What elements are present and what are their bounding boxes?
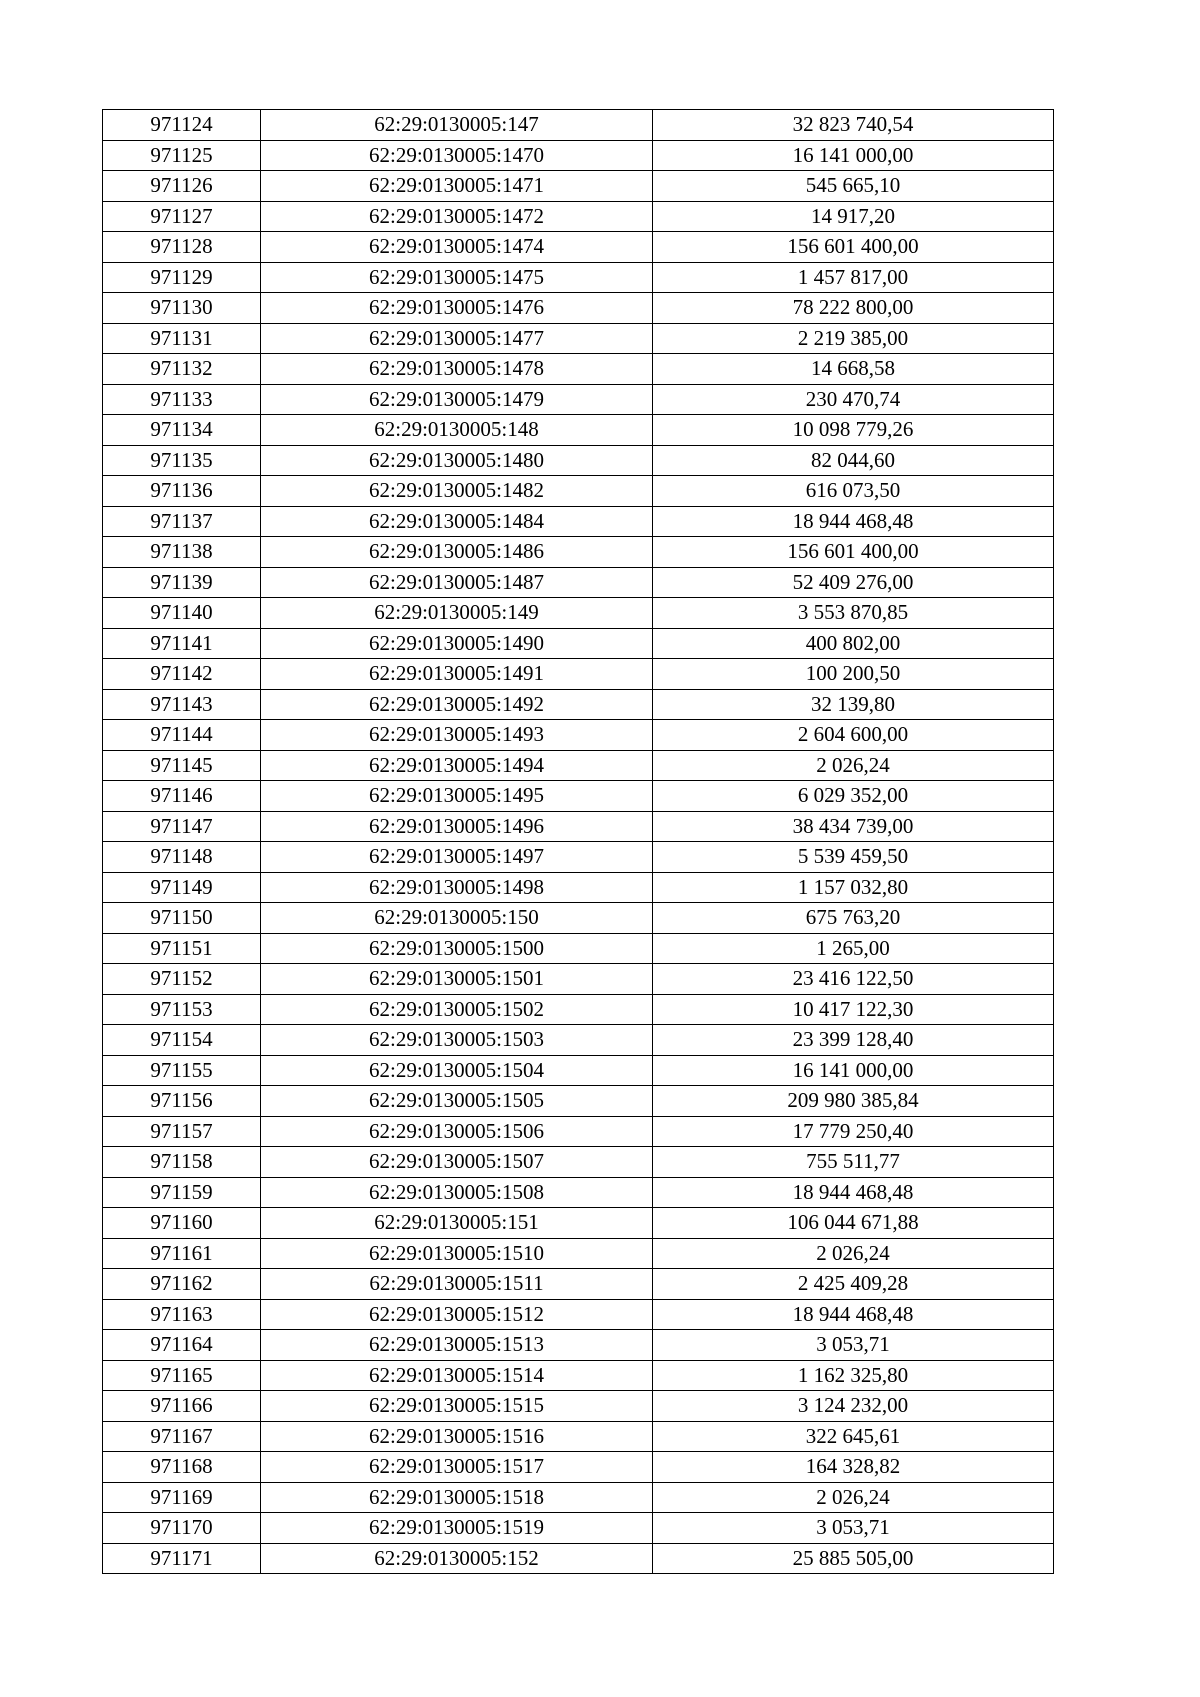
cadastral-value-cell: 52 409 276,00 (653, 567, 1054, 598)
table-row (103, 842, 1054, 873)
cadastral-number-cell: 62:29:0130005:1490 (261, 628, 653, 659)
cadastral-value-cell: 1 265,00 (653, 933, 1054, 964)
cadastral-number-cell: 62:29:0130005:147 (261, 110, 653, 141)
cadastral-value-cell: 2 026,24 (653, 1238, 1054, 1269)
cadastral-number-cell: 62:29:0130005:1470 (261, 140, 653, 171)
cadastral-number-cell: 62:29:0130005:1492 (261, 689, 653, 720)
table-row (103, 598, 1054, 629)
cadastral-value-cell: 78 222 800,00 (653, 293, 1054, 324)
cadastral-number-cell: 62:29:0130005:150 (261, 903, 653, 934)
table-row (103, 1147, 1054, 1178)
cadastral-value-cell: 322 645,61 (653, 1421, 1054, 1452)
cadastral-number-cell: 62:29:0130005:1507 (261, 1147, 653, 1178)
cadastral-number-cell: 62:29:0130005:1517 (261, 1452, 653, 1483)
table-row (103, 445, 1054, 476)
row-number-cell: 971158 (103, 1147, 261, 1178)
cadastral-value-cell: 2 604 600,00 (653, 720, 1054, 751)
row-number-cell: 971152 (103, 964, 261, 995)
cadastral-number-cell: 62:29:0130005:1498 (261, 872, 653, 903)
row-number-cell: 971133 (103, 384, 261, 415)
table-row (103, 1299, 1054, 1330)
cadastral-number-cell: 62:29:0130005:148 (261, 415, 653, 446)
table-row (103, 964, 1054, 995)
cadastral-number-cell: 62:29:0130005:1506 (261, 1116, 653, 1147)
table-row (103, 567, 1054, 598)
cadastral-number-cell: 62:29:0130005:1495 (261, 781, 653, 812)
cadastral-number-cell: 62:29:0130005:151 (261, 1208, 653, 1239)
cadastral-value-cell: 2 425 409,28 (653, 1269, 1054, 1300)
cadastral-number-cell: 62:29:0130005:1497 (261, 842, 653, 873)
cadastral-number-cell: 62:29:0130005:1476 (261, 293, 653, 324)
cadastral-value-cell: 164 328,82 (653, 1452, 1054, 1483)
row-number-cell: 971168 (103, 1452, 261, 1483)
row-number-cell: 971151 (103, 933, 261, 964)
cadastral-number-cell: 62:29:0130005:1487 (261, 567, 653, 598)
row-number-cell: 971163 (103, 1299, 261, 1330)
table-row (103, 1360, 1054, 1391)
table-row (103, 1086, 1054, 1117)
table-row (103, 262, 1054, 293)
cadastral-value-cell: 25 885 505,00 (653, 1543, 1054, 1574)
row-number-cell: 971159 (103, 1177, 261, 1208)
table-row (103, 1116, 1054, 1147)
table-row (103, 323, 1054, 354)
cadastral-number-cell: 62:29:0130005:1516 (261, 1421, 653, 1452)
cadastral-number-cell: 62:29:0130005:152 (261, 1543, 653, 1574)
cadastral-number-cell: 62:29:0130005:1484 (261, 506, 653, 537)
cadastral-number-cell: 62:29:0130005:1511 (261, 1269, 653, 1300)
cadastral-value-cell: 82 044,60 (653, 445, 1054, 476)
cadastral-number-cell: 62:29:0130005:1482 (261, 476, 653, 507)
cadastral-value-cell: 1 162 325,80 (653, 1360, 1054, 1391)
cadastral-value-cell: 230 470,74 (653, 384, 1054, 415)
row-number-cell: 971143 (103, 689, 261, 720)
cadastral-value-cell: 400 802,00 (653, 628, 1054, 659)
table-row (103, 384, 1054, 415)
row-number-cell: 971153 (103, 994, 261, 1025)
cadastral-value-cell: 156 601 400,00 (653, 232, 1054, 263)
cadastral-value-cell: 32 823 740,54 (653, 110, 1054, 141)
cadastral-value-cell: 18 944 468,48 (653, 506, 1054, 537)
row-number-cell: 971124 (103, 110, 261, 141)
table-row (103, 1025, 1054, 1056)
row-number-cell: 971137 (103, 506, 261, 537)
table-row (103, 689, 1054, 720)
cadastral-value-cell: 545 665,10 (653, 171, 1054, 202)
cadastral-number-cell: 62:29:0130005:1493 (261, 720, 653, 751)
cadastral-value-cell: 23 416 122,50 (653, 964, 1054, 995)
table-row (103, 1543, 1054, 1574)
cadastral-value-cell: 2 219 385,00 (653, 323, 1054, 354)
row-number-cell: 971170 (103, 1513, 261, 1544)
cadastral-value-cell: 675 763,20 (653, 903, 1054, 934)
table-row (103, 1391, 1054, 1422)
row-number-cell: 971171 (103, 1543, 261, 1574)
table-row (103, 171, 1054, 202)
table-row (103, 537, 1054, 568)
table-row (103, 659, 1054, 690)
cadastral-value-cell: 755 511,77 (653, 1147, 1054, 1178)
cadastral-value-cell: 3 124 232,00 (653, 1391, 1054, 1422)
row-number-cell: 971141 (103, 628, 261, 659)
table-row (103, 1238, 1054, 1269)
cadastral-number-cell: 62:29:0130005:1500 (261, 933, 653, 964)
table-row (103, 903, 1054, 934)
cadastral-value-cell: 3 553 870,85 (653, 598, 1054, 629)
row-number-cell: 971161 (103, 1238, 261, 1269)
table-row (103, 1513, 1054, 1544)
cadastral-value-cell: 1 157 032,80 (653, 872, 1054, 903)
row-number-cell: 971139 (103, 567, 261, 598)
row-number-cell: 971135 (103, 445, 261, 476)
cadastral-value-cell: 32 139,80 (653, 689, 1054, 720)
table-row (103, 293, 1054, 324)
row-number-cell: 971154 (103, 1025, 261, 1056)
cadastral-number-cell: 62:29:0130005:1478 (261, 354, 653, 385)
table-row (103, 872, 1054, 903)
table-row (103, 811, 1054, 842)
row-number-cell: 971146 (103, 781, 261, 812)
cadastral-value-cell: 156 601 400,00 (653, 537, 1054, 568)
table-row (103, 994, 1054, 1025)
table-row (103, 781, 1054, 812)
cadastral-number-cell: 62:29:0130005:1475 (261, 262, 653, 293)
cadastral-number-cell: 62:29:0130005:1491 (261, 659, 653, 690)
cadastral-number-cell: 62:29:0130005:1472 (261, 201, 653, 232)
row-number-cell: 971149 (103, 872, 261, 903)
row-number-cell: 971130 (103, 293, 261, 324)
table-row (103, 1269, 1054, 1300)
cadastral-value-cell: 100 200,50 (653, 659, 1054, 690)
cadastral-value-cell: 18 944 468,48 (653, 1299, 1054, 1330)
cadastral-value-cell: 17 779 250,40 (653, 1116, 1054, 1147)
cadastral-value-table (102, 109, 1054, 1574)
cadastral-value-cell: 10 417 122,30 (653, 994, 1054, 1025)
cadastral-value-cell: 18 944 468,48 (653, 1177, 1054, 1208)
row-number-cell: 971162 (103, 1269, 261, 1300)
cadastral-value-cell: 6 029 352,00 (653, 781, 1054, 812)
table-row (103, 110, 1054, 141)
table-row (103, 1421, 1054, 1452)
row-number-cell: 971157 (103, 1116, 261, 1147)
row-number-cell: 971134 (103, 415, 261, 446)
cadastral-value-cell: 3 053,71 (653, 1513, 1054, 1544)
cadastral-number-cell: 62:29:0130005:1513 (261, 1330, 653, 1361)
row-number-cell: 971164 (103, 1330, 261, 1361)
cadastral-number-cell: 62:29:0130005:1494 (261, 750, 653, 781)
row-number-cell: 971127 (103, 201, 261, 232)
cadastral-number-cell: 62:29:0130005:1514 (261, 1360, 653, 1391)
row-number-cell: 971144 (103, 720, 261, 751)
row-number-cell: 971145 (103, 750, 261, 781)
row-number-cell: 971147 (103, 811, 261, 842)
table-row (103, 720, 1054, 751)
cadastral-value-cell: 2 026,24 (653, 750, 1054, 781)
cadastral-value-cell: 5 539 459,50 (653, 842, 1054, 873)
cadastral-value-cell: 38 434 739,00 (653, 811, 1054, 842)
cadastral-number-cell: 62:29:0130005:1474 (261, 232, 653, 263)
cadastral-value-cell: 23 399 128,40 (653, 1025, 1054, 1056)
table-row (103, 933, 1054, 964)
cadastral-number-cell: 62:29:0130005:1518 (261, 1482, 653, 1513)
row-number-cell: 971155 (103, 1055, 261, 1086)
cadastral-number-cell: 62:29:0130005:1508 (261, 1177, 653, 1208)
table-row (103, 476, 1054, 507)
row-number-cell: 971125 (103, 140, 261, 171)
row-number-cell: 971165 (103, 1360, 261, 1391)
table-row (103, 1452, 1054, 1483)
cadastral-number-cell: 62:29:0130005:1504 (261, 1055, 653, 1086)
row-number-cell: 971148 (103, 842, 261, 873)
cadastral-number-cell: 62:29:0130005:1503 (261, 1025, 653, 1056)
row-number-cell: 971166 (103, 1391, 261, 1422)
cadastral-value-cell: 14 917,20 (653, 201, 1054, 232)
cadastral-number-cell: 62:29:0130005:1510 (261, 1238, 653, 1269)
row-number-cell: 971160 (103, 1208, 261, 1239)
table-row (103, 140, 1054, 171)
cadastral-number-cell: 62:29:0130005:1486 (261, 537, 653, 568)
cadastral-number-cell: 62:29:0130005:1471 (261, 171, 653, 202)
row-number-cell: 971129 (103, 262, 261, 293)
cadastral-number-cell: 62:29:0130005:149 (261, 598, 653, 629)
row-number-cell: 971150 (103, 903, 261, 934)
row-number-cell: 971167 (103, 1421, 261, 1452)
row-number-cell: 971140 (103, 598, 261, 629)
table-row (103, 1482, 1054, 1513)
cadastral-number-cell: 62:29:0130005:1505 (261, 1086, 653, 1117)
cadastral-number-cell: 62:29:0130005:1512 (261, 1299, 653, 1330)
table-row (103, 354, 1054, 385)
cadastral-number-cell: 62:29:0130005:1479 (261, 384, 653, 415)
cadastral-value-cell: 1 457 817,00 (653, 262, 1054, 293)
row-number-cell: 971128 (103, 232, 261, 263)
row-number-cell: 971156 (103, 1086, 261, 1117)
table-row (103, 1208, 1054, 1239)
table-row (103, 506, 1054, 537)
row-number-cell: 971142 (103, 659, 261, 690)
table-row (103, 628, 1054, 659)
cadastral-value-cell: 616 073,50 (653, 476, 1054, 507)
table-body (103, 110, 1054, 1574)
cadastral-number-cell: 62:29:0130005:1480 (261, 445, 653, 476)
cadastral-value-cell: 14 668,58 (653, 354, 1054, 385)
cadastral-value-cell: 2 026,24 (653, 1482, 1054, 1513)
table-row (103, 1055, 1054, 1086)
table-row (103, 232, 1054, 263)
cadastral-number-cell: 62:29:0130005:1477 (261, 323, 653, 354)
table-row (103, 750, 1054, 781)
cadastral-number-cell: 62:29:0130005:1501 (261, 964, 653, 995)
table-row (103, 1330, 1054, 1361)
cadastral-value-cell: 3 053,71 (653, 1330, 1054, 1361)
cadastral-number-cell: 62:29:0130005:1519 (261, 1513, 653, 1544)
cadastral-value-cell: 16 141 000,00 (653, 140, 1054, 171)
row-number-cell: 971132 (103, 354, 261, 385)
cadastral-number-cell: 62:29:0130005:1515 (261, 1391, 653, 1422)
row-number-cell: 971126 (103, 171, 261, 202)
row-number-cell: 971169 (103, 1482, 261, 1513)
cadastral-value-cell: 106 044 671,88 (653, 1208, 1054, 1239)
cadastral-value-cell: 10 098 779,26 (653, 415, 1054, 446)
table-row (103, 415, 1054, 446)
row-number-cell: 971131 (103, 323, 261, 354)
row-number-cell: 971138 (103, 537, 261, 568)
table-row (103, 1177, 1054, 1208)
row-number-cell: 971136 (103, 476, 261, 507)
cadastral-number-cell: 62:29:0130005:1496 (261, 811, 653, 842)
cadastral-value-cell: 16 141 000,00 (653, 1055, 1054, 1086)
table-row (103, 201, 1054, 232)
cadastral-value-cell: 209 980 385,84 (653, 1086, 1054, 1117)
cadastral-number-cell: 62:29:0130005:1502 (261, 994, 653, 1025)
